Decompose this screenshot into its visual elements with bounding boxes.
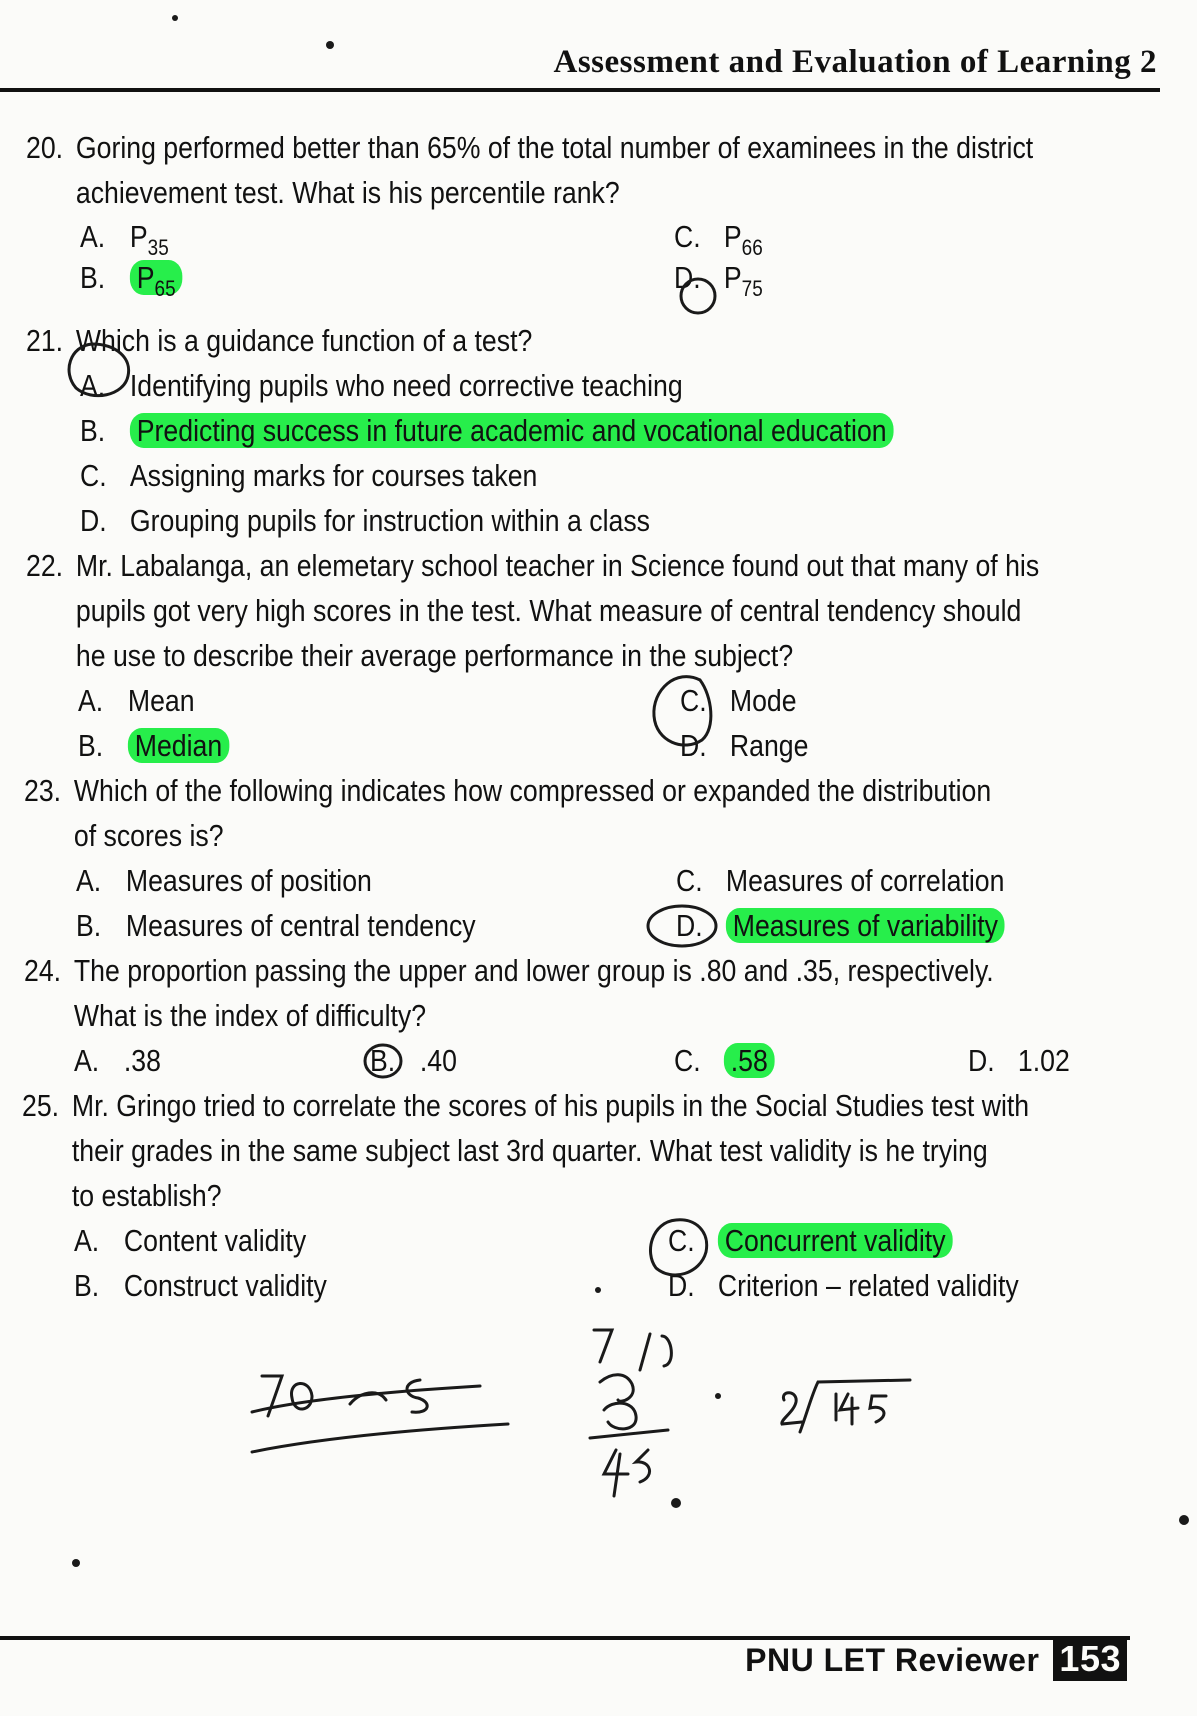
option-24-c [674,1038,775,1083]
option-letter: B. [370,1043,396,1078]
option-letter: D. [80,503,107,538]
question-text-line: Mr. Gringo tried to correlate the scores of his pupils in the Social Studies test with [71,1088,1030,1123]
option-23-c [676,858,1004,903]
scribble-mark [600,1375,633,1401]
option-text: .38 [123,1043,161,1078]
scribble-mark [782,1393,802,1424]
option-text: Range [729,728,809,763]
option-letter: B. [80,413,106,448]
option-letter: A. [74,1223,100,1258]
page-footer [745,1638,1127,1680]
option-subscript: 66 [741,235,763,260]
running-header: Assessment and Evaluation of Learning 2 [553,44,1157,80]
answer-highlight: Measures of variability [726,908,1005,943]
option-letter: B. [80,260,106,295]
option-21-d [80,498,650,543]
option-text: P [723,260,742,295]
option-subscript: 75 [741,276,763,301]
question-number: 25. [22,1088,60,1123]
option-letter: D. [668,1268,695,1303]
option-25-b [74,1263,327,1308]
question-text-line: he use to describe their average performance in the subject? [75,638,794,673]
option-text: Measures of central tendency [125,908,476,943]
option-letter: D. [968,1043,995,1078]
option-text: Measures of correlation [725,863,1005,898]
scribble-mark [636,1450,650,1482]
option-text: Grouping pupils for instruction within a class [129,503,651,538]
option-text: 1.02 [1017,1043,1070,1078]
scribble-mark [262,1376,282,1416]
option-24-a [74,1038,161,1083]
option-text: Criterion – related validity [717,1268,1019,1303]
speck-dot [72,1559,80,1567]
option-letter: A. [80,219,106,254]
option-text: Assigning marks for courses taken [129,458,538,493]
scribble-mark [640,1334,671,1370]
option-letter: A. [74,1043,100,1078]
option-letter: A. [76,863,102,898]
option-letter: C. [674,1043,701,1078]
option-text: Measures of position [125,863,372,898]
option-text: Content validity [123,1223,307,1258]
question-text-line: Which of the following indicates how compressed or expanded the distribution [73,773,992,808]
answer-highlight: Concurrent validity [718,1223,953,1258]
question-number: 21. [26,323,64,358]
option-text: P [136,260,155,295]
footer-title: PNU LET Reviewer [745,1642,1040,1678]
question-21 [26,318,532,363]
question-text-line: of scores is? [73,818,224,853]
scribble-mark [292,1383,312,1409]
speck-dot [595,1287,601,1293]
option-text: Identifying pupils who need corrective teaching [129,368,683,403]
scribble-mark [594,1330,612,1362]
option-21-c [80,453,537,498]
option-letter: C. [668,1223,695,1258]
question-text-line: Goring performed better than 65% of the total number of examinees in the district [75,130,1034,165]
page-number: 153 [1053,1636,1127,1681]
option-21-a [80,363,683,408]
option-25-d [668,1263,1019,1308]
answer-highlight [130,260,183,301]
question-text-line: their grades in the same subject last 3rd quarter. What test validity is he trying [71,1133,988,1168]
option-23-d [676,903,1005,948]
option-25-c [668,1218,952,1263]
option-20-d [674,255,763,311]
question-number: 22. [26,548,64,583]
option-20-b [80,255,182,311]
option-text: .40 [419,1043,457,1078]
speck-dot [671,1498,681,1508]
question-text-line: Mr. Labalanga, an elemetary school teacher in Science found out that many of his [75,548,1040,583]
option-letter: A. [80,368,106,403]
scribble-mark [407,1380,427,1412]
option-22-a [78,678,195,723]
speck-dot [715,1393,721,1399]
option-letter: C. [676,863,703,898]
question-text-line: What is the index of difficulty? [73,998,427,1033]
question-20 [26,125,1033,215]
question-25 [22,1083,1029,1218]
question-22 [26,543,1039,678]
question-text-line: pupils got very high scores in the test. What measure of central tendency should [75,593,1022,628]
question-number: 24. [24,953,62,988]
answer-highlight: .58 [724,1043,775,1078]
option-text: Mean [127,683,195,718]
option-letter: A. [78,683,104,718]
option-letter: B. [78,728,104,763]
option-22-b [78,723,229,768]
question-number: 23. [24,773,62,808]
option-22-d [680,723,808,768]
option-letter: D. [674,260,701,295]
question-24 [24,948,994,1038]
header-rule [0,88,1160,92]
question-text-line: achievement test. What is his percentile rank? [75,175,620,210]
scribble-mark [252,1424,508,1452]
option-subscript: 35 [147,235,169,260]
option-letter: D. [680,728,707,763]
option-text: P [723,219,742,254]
question-text-line: The proportion passing the upper and lower group is .80 and .35, respectively. [73,953,994,988]
option-text: Mode [729,683,797,718]
option-subscript: 65 [154,276,176,301]
option-24-b [370,1038,457,1083]
answer-highlight: Median [128,728,229,763]
speck-dot [172,15,178,21]
scribble-mark [350,1393,386,1404]
question-23 [24,768,991,858]
scribble-mark [590,1430,668,1438]
scribble-mark [252,1386,480,1412]
answer-highlight: Predicting success in future academic and vocational education [130,413,894,448]
speck-dot [326,41,334,49]
option-22-c [680,678,797,723]
option-letter: D. [676,908,703,943]
option-letter: C. [680,683,707,718]
scribble-mark [836,1394,858,1424]
option-23-b [76,903,476,948]
option-23-a [76,858,372,903]
question-text-line: Which is a guidance function of a test? [75,323,533,358]
scribble-mark [604,1450,628,1496]
scribble-mark [604,1403,636,1429]
scribble-mark [800,1380,910,1432]
option-letter: C. [80,458,107,493]
question-text-line: to establish? [71,1178,222,1213]
option-25-a [74,1218,306,1263]
option-24-d [968,1038,1070,1083]
question-number: 20. [26,130,64,165]
option-letter: C. [674,219,701,254]
option-letter: B. [76,908,102,943]
option-text: P [129,219,148,254]
option-letter: B. [74,1268,100,1303]
option-text: Construct validity [123,1268,327,1303]
option-21-b [80,408,894,453]
scribble-mark [870,1396,886,1422]
speck-dot [1179,1515,1189,1525]
